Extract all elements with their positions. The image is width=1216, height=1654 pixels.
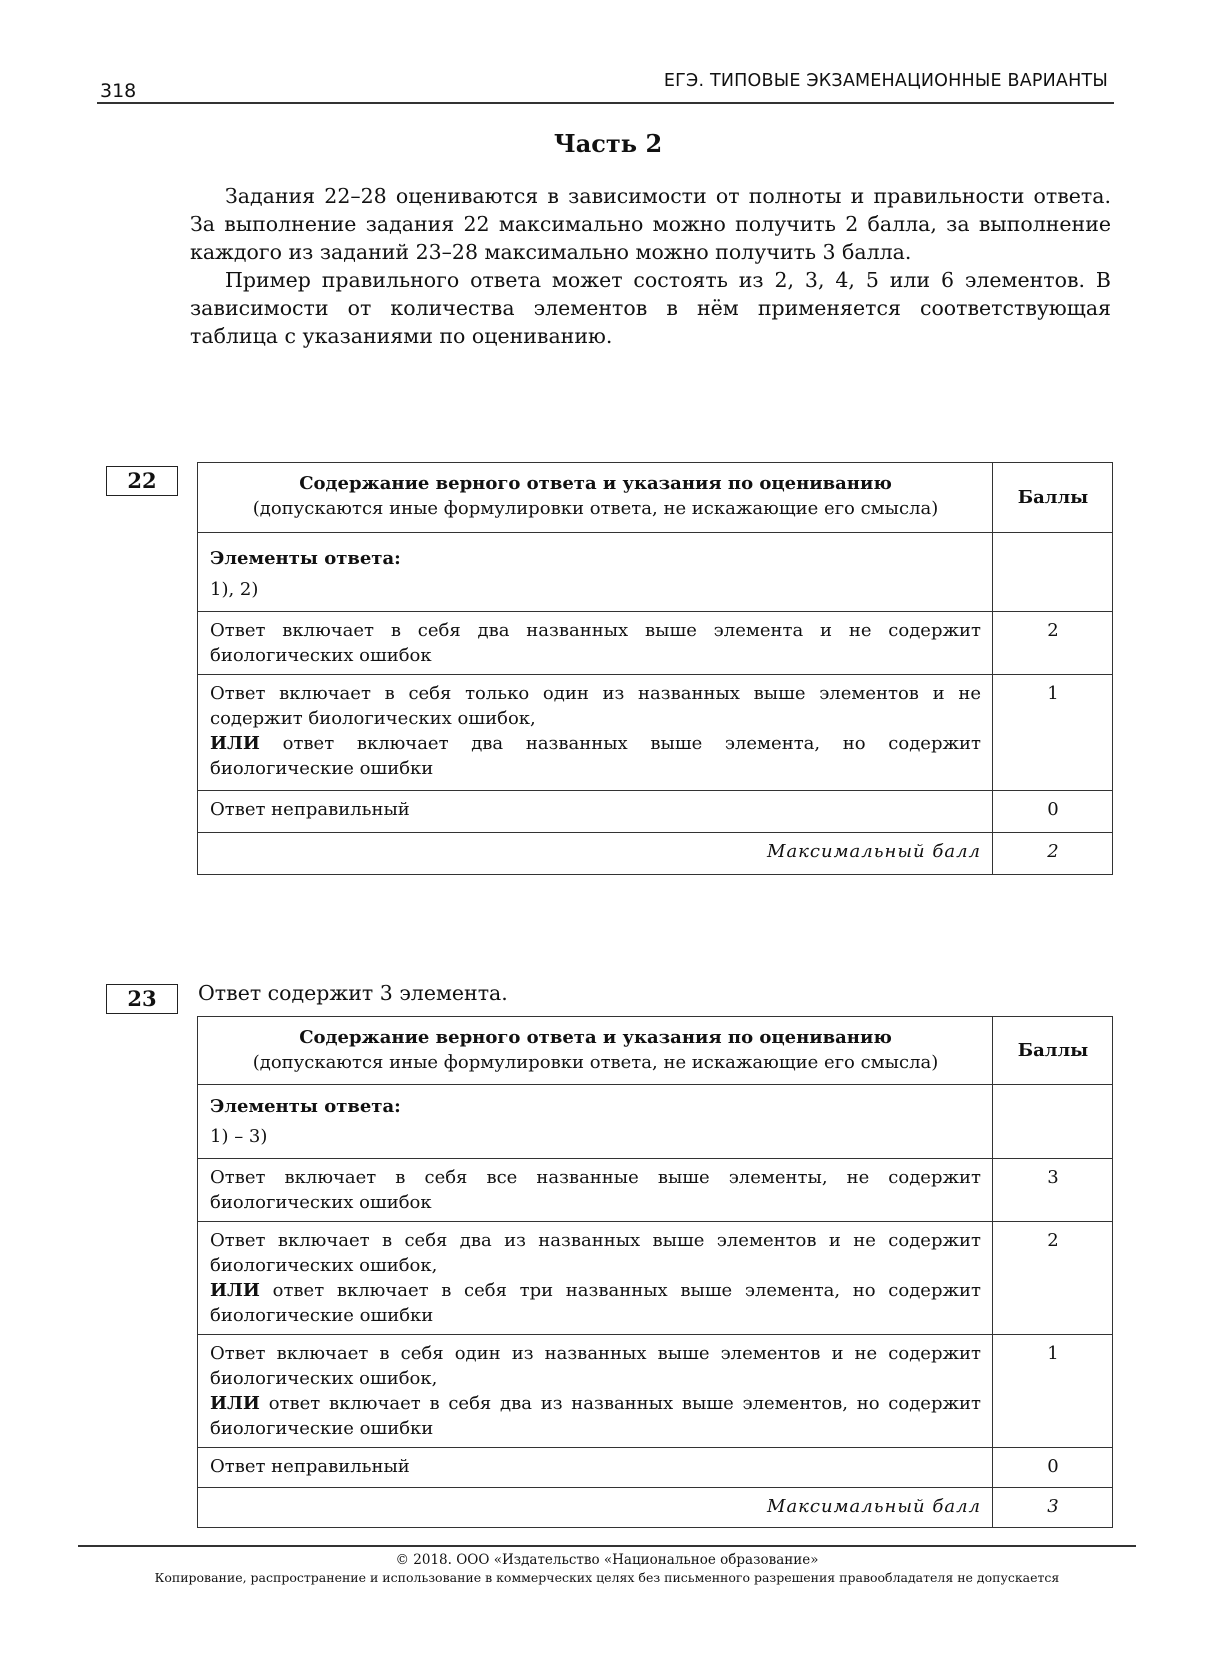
max-score-label: Максимальный балл [198, 833, 993, 875]
criterion-text [198, 1335, 993, 1448]
criterion-text-a: Ответ включает в себя только один из названных выше элементов и не содержит биологических ошибок, [210, 683, 981, 729]
table-row [198, 1222, 1113, 1335]
table-header-content [198, 1017, 993, 1085]
elements-row [198, 1085, 1113, 1159]
table-row [198, 612, 1113, 675]
table-header-row [198, 1017, 1113, 1085]
criterion-score: 3 [993, 1159, 1113, 1222]
page-number: 318 [100, 80, 137, 102]
footer-legal: Копирование, распространение и использование в коммерческих целях без письменного разрешения правообладателя не допускается [154, 1570, 1060, 1585]
wrong-answer-text: Ответ неправильный [198, 791, 993, 833]
or-word: ИЛИ [210, 733, 260, 754]
max-score-value: 3 [993, 1488, 1113, 1528]
table-row [198, 1335, 1113, 1448]
header-note: (допускаются иные формулировки ответа, не искажающие его смысла) [252, 498, 939, 519]
criterion-score: 2 [993, 1222, 1113, 1335]
criterion-score: 1 [993, 1335, 1113, 1448]
criterion-text-b: ответ включает в себя два из названных выше элементов, но содержит биологические ошибки [210, 1393, 981, 1439]
task-23-table [197, 1016, 1113, 1528]
task-23-number: 23 [106, 984, 178, 1014]
criterion-text [198, 675, 993, 791]
header-note: (допускаются иные формулировки ответа, не искажающие его смысла) [252, 1052, 939, 1073]
criterion-text-a: Ответ включает в себя два из названных выше элементов и не содержит биологических ошибок, [210, 1230, 981, 1276]
criterion-text-a: Ответ включает в себя один из названных выше элементов и не содержит биологических ошибок, [210, 1343, 981, 1389]
criterion-text-b: ответ включает два названных выше элемента, но содержит биологические ошибки [210, 733, 981, 779]
page-footer [78, 1545, 1136, 1585]
table-row [198, 675, 1113, 791]
elements-list: 1), 2) [210, 579, 259, 600]
criterion-text-b: ответ включает в себя три названных выше элемента, но содержит биологические ошибки [210, 1280, 981, 1326]
table-row [198, 1159, 1113, 1222]
criterion-text [198, 1222, 993, 1335]
task-23-lead: Ответ содержит 3 элемента. [198, 981, 508, 1005]
wrong-answer-row [198, 1448, 1113, 1488]
header-title: Содержание верного ответа и указания по оцениванию [299, 1027, 892, 1048]
criterion-score: 2 [993, 612, 1113, 675]
elements-label: Элементы ответа: [210, 548, 401, 569]
footer-copyright: © 2018. ООО «Издательство «Национальное образование» [395, 1552, 819, 1568]
wrong-answer-row [198, 791, 1113, 833]
criterion-score: 1 [993, 675, 1113, 791]
or-word: ИЛИ [210, 1280, 260, 1301]
page-header [97, 68, 1114, 104]
wrong-answer-score: 0 [993, 791, 1113, 833]
elements-score-cell [993, 1085, 1113, 1159]
part-title: Часть 2 [553, 129, 663, 158]
table-header-content [198, 463, 993, 533]
elements-row [198, 533, 1113, 612]
elements-cell [198, 1085, 993, 1159]
elements-cell [198, 533, 993, 612]
criterion-text: Ответ включает в себя два названных выше элемента и не содержит биологических ошибок [198, 612, 993, 675]
task-22-table [197, 462, 1113, 875]
header-title: Содержание верного ответа и указания по оцениванию [299, 473, 892, 494]
max-score-row [198, 833, 1113, 875]
header-score: Баллы [993, 1017, 1113, 1085]
criterion-text: Ответ включает в себя все названные выше элементы, не содержит биологических ошибок [198, 1159, 993, 1222]
wrong-answer-score: 0 [993, 1448, 1113, 1488]
elements-list: 1) – 3) [210, 1126, 268, 1147]
wrong-answer-text: Ответ неправильный [198, 1448, 993, 1488]
task-22-number: 22 [106, 466, 178, 496]
max-score-label: Максимальный балл [198, 1488, 993, 1528]
header-score: Баллы [993, 463, 1113, 533]
elements-label: Элементы ответа: [210, 1096, 401, 1117]
intro-text [190, 182, 1111, 350]
intro-paragraph-2: Пример правильного ответа может состоять из 2, 3, 4, 5 или 6 элементов. В зависимости от количества элементов в нём применяется соответствующая таблица с указаниями по оцениванию. [190, 268, 1111, 348]
elements-score-cell [993, 533, 1113, 612]
table-header-row [198, 463, 1113, 533]
intro-paragraph-1: Задания 22–28 оцениваются в зависимости от полноты и правильности ответа. За выполнение задания 22 максимально можно получить 2 балла, за выполнение каждого из заданий 23–28 максимально можно получить 3 балла. [190, 184, 1111, 264]
running-title: ЕГЭ. ТИПОВЫЕ ЭКЗАМЕНАЦИОННЫЕ ВАРИАНТЫ [663, 71, 1108, 91]
max-score-value: 2 [993, 833, 1113, 875]
max-score-row [198, 1488, 1113, 1528]
or-word: ИЛИ [210, 1393, 260, 1414]
